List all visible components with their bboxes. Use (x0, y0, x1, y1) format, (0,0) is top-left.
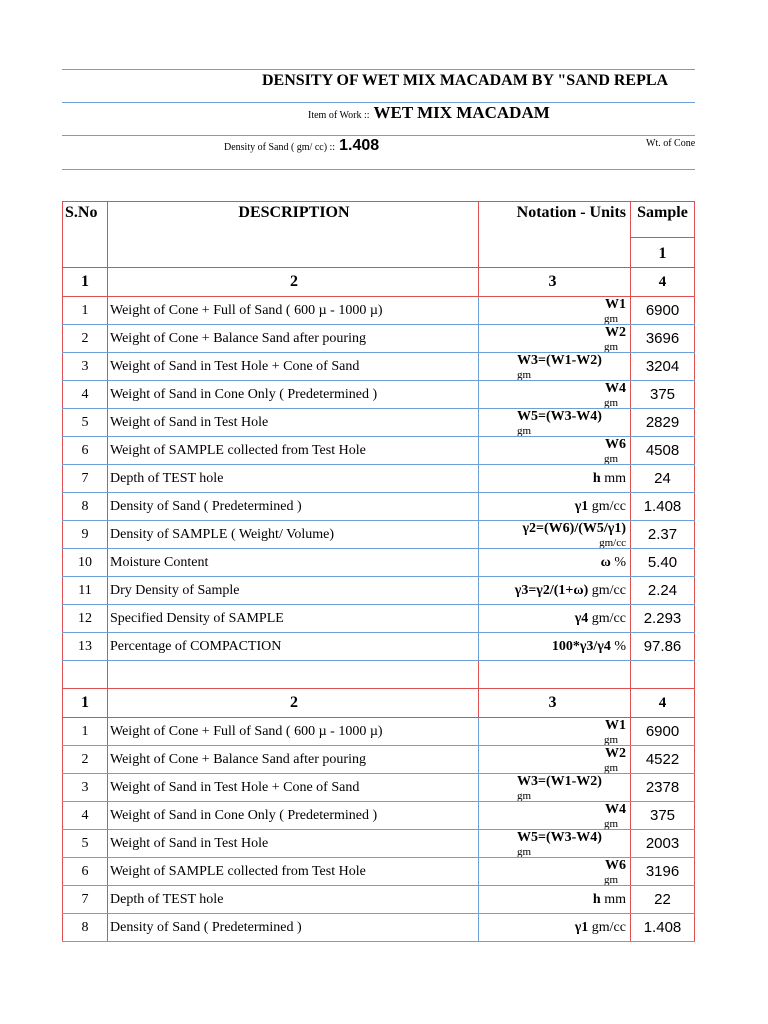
row-notation (479, 633, 631, 661)
row-description: Depth of TEST hole (108, 886, 479, 914)
index-row (63, 689, 695, 718)
notation-symbol: ω (600, 554, 611, 570)
table-row (63, 409, 695, 437)
rule-3 (62, 135, 695, 136)
notation-unit: gm (603, 818, 618, 830)
row-value: 2.37 (631, 521, 695, 549)
notation-symbol: W5=(W3-W4) (517, 830, 602, 845)
notation-unit: gm (603, 453, 618, 465)
notation-symbol: h (592, 470, 601, 486)
row-value: 2003 (631, 830, 695, 858)
header-notation: Notation - Units (479, 202, 631, 268)
table-row (63, 577, 695, 605)
table-row (63, 914, 695, 942)
index-cell: 2 (108, 689, 479, 718)
row-sno: 1 (63, 718, 108, 746)
notation-symbol: W2 (605, 746, 626, 761)
row-value: 1.408 (631, 493, 695, 521)
notation-unit: gm/cc (591, 582, 626, 598)
table-row (63, 353, 695, 381)
row-notation (479, 774, 631, 802)
notation-symbol: W1 (605, 718, 626, 733)
row-description: Dry Density of Sample (108, 577, 479, 605)
row-sno: 6 (63, 858, 108, 886)
row-notation (479, 746, 631, 774)
notation-symbol: W3=(W1-W2) (517, 353, 602, 368)
row-notation (479, 353, 631, 381)
table-row (63, 746, 695, 774)
row-value: 6900 (631, 297, 695, 325)
row-value: 2829 (631, 409, 695, 437)
row-sno: 13 (63, 633, 108, 661)
row-sno: 6 (63, 437, 108, 465)
notation-unit: gm/cc (591, 498, 626, 514)
notation-unit: gm (517, 369, 532, 381)
row-notation (479, 381, 631, 409)
notation-symbol: W3=(W1-W2) (517, 774, 602, 789)
row-notation (479, 577, 631, 605)
notation-unit: % (614, 638, 626, 654)
wt-cone-label: Wt. of Cone (646, 138, 696, 149)
blank-cell (108, 661, 479, 689)
row-description: Depth of TEST hole (108, 465, 479, 493)
table-body (63, 202, 695, 942)
table-row (63, 381, 695, 409)
row-sno: 5 (63, 409, 108, 437)
notation-unit: gm (603, 874, 618, 886)
notation-unit: gm (517, 790, 532, 802)
blank-row (63, 661, 695, 689)
blank-cell (63, 661, 108, 689)
row-description: Weight of Sand in Cone Only ( Predetermined ) (108, 802, 479, 830)
density-table (62, 201, 695, 942)
notation-unit: % (614, 554, 626, 570)
row-value: 4522 (631, 746, 695, 774)
notation-unit: mm (604, 891, 626, 907)
table-row (63, 297, 695, 325)
notation-symbol: 100*γ3/γ4 (551, 638, 611, 654)
row-value: 24 (631, 465, 695, 493)
notation-symbol: W5=(W3-W4) (517, 409, 602, 424)
table-row (63, 886, 695, 914)
row-notation (479, 802, 631, 830)
table-row (63, 521, 695, 549)
notation-symbol: γ2=(W6)/(W5/γ1) (522, 521, 626, 536)
index-cell: 1 (63, 268, 108, 297)
table-row (63, 718, 695, 746)
row-value: 97.86 (631, 633, 695, 661)
notation-unit: gm (517, 846, 532, 858)
notation-unit: gm (603, 341, 618, 353)
notation-symbol: h (592, 891, 601, 907)
row-sno: 4 (63, 802, 108, 830)
table-row (63, 465, 695, 493)
row-description: Weight of Sand in Test Hole + Cone of Sand (108, 353, 479, 381)
row-notation (479, 297, 631, 325)
index-row (63, 268, 695, 297)
row-value: 5.40 (631, 549, 695, 577)
row-sno: 3 (63, 353, 108, 381)
row-notation (479, 858, 631, 886)
row-value: 375 (631, 802, 695, 830)
notation-unit: gm (517, 425, 532, 437)
row-description: Weight of Cone + Balance Sand after pouring (108, 746, 479, 774)
row-notation (479, 325, 631, 353)
row-value: 3196 (631, 858, 695, 886)
sand-density-value: 1.408 (339, 137, 380, 154)
notation-symbol: W6 (605, 437, 626, 452)
row-notation (479, 718, 631, 746)
row-description: Weight of SAMPLE collected from Test Hole (108, 858, 479, 886)
row-sno: 2 (63, 746, 108, 774)
row-notation (479, 914, 631, 942)
row-notation (479, 493, 631, 521)
row-sno: 1 (63, 297, 108, 325)
notation-unit: gm (603, 397, 618, 409)
table-row (63, 605, 695, 633)
row-notation (479, 465, 631, 493)
row-sno: 10 (63, 549, 108, 577)
row-description: Moisture Content (108, 549, 479, 577)
row-sno: 2 (63, 325, 108, 353)
header-row (63, 202, 695, 238)
index-cell: 4 (631, 268, 695, 297)
row-value: 2.24 (631, 577, 695, 605)
row-value: 1.408 (631, 914, 695, 942)
row-sno: 8 (63, 493, 108, 521)
notation-symbol: W6 (605, 858, 626, 873)
table-row (63, 549, 695, 577)
row-sno: 3 (63, 774, 108, 802)
row-notation (479, 549, 631, 577)
row-description: Specified Density of SAMPLE (108, 605, 479, 633)
row-description: Weight of Cone + Full of Sand ( 600 µ - 1000 µ) (108, 297, 479, 325)
header-sample: Sample (631, 202, 695, 238)
table-row (63, 858, 695, 886)
item-of-work-label: Item of Work :: (308, 110, 370, 121)
row-notation (479, 886, 631, 914)
notation-unit: gm (603, 762, 618, 774)
row-description: Weight of Sand in Cone Only ( Predetermined ) (108, 381, 479, 409)
blank-cell (479, 661, 631, 689)
row-value: 4508 (631, 437, 695, 465)
index-cell: 3 (479, 689, 631, 718)
notation-unit: gm/cc (599, 537, 626, 549)
table-row (63, 830, 695, 858)
row-value: 6900 (631, 718, 695, 746)
row-sno: 7 (63, 886, 108, 914)
notation-unit: gm (603, 734, 618, 746)
notation-symbol: γ1 (574, 498, 589, 514)
row-value: 22 (631, 886, 695, 914)
table-row (63, 325, 695, 353)
sand-density (224, 137, 379, 155)
row-sno: 4 (63, 381, 108, 409)
row-value: 3204 (631, 353, 695, 381)
notation-unit: mm (604, 470, 626, 486)
row-sno: 8 (63, 914, 108, 942)
table-row (63, 774, 695, 802)
rule-4 (62, 169, 695, 170)
notation-unit: gm/cc (591, 610, 626, 626)
index-cell: 3 (479, 268, 631, 297)
row-value: 375 (631, 381, 695, 409)
row-description: Density of Sand ( Predetermined ) (108, 493, 479, 521)
top-rule (62, 69, 695, 70)
table-row (63, 633, 695, 661)
row-description: Weight of Cone + Full of Sand ( 600 µ - 1000 µ) (108, 718, 479, 746)
notation-symbol: W4 (605, 381, 626, 396)
row-description: Weight of SAMPLE collected from Test Hole (108, 437, 479, 465)
notation-symbol: γ4 (574, 610, 589, 626)
row-notation (479, 830, 631, 858)
header-description: DESCRIPTION (108, 202, 479, 268)
blank-cell (631, 661, 695, 689)
notation-unit: gm/cc (591, 919, 626, 935)
row-value: 3696 (631, 325, 695, 353)
table-row (63, 493, 695, 521)
notation-symbol: γ3=γ2/(1+ω) (514, 582, 589, 598)
sand-density-label: Density of Sand ( gm/ cc) :: (224, 142, 336, 153)
row-description: Weight of Sand in Test Hole (108, 409, 479, 437)
notation-symbol: W2 (605, 325, 626, 340)
notation-unit: gm (603, 313, 618, 325)
row-value: 2378 (631, 774, 695, 802)
row-sno: 5 (63, 830, 108, 858)
notation-symbol: γ1 (574, 919, 589, 935)
header-sno: S.No (63, 202, 108, 268)
index-cell: 4 (631, 689, 695, 718)
row-description: Density of Sand ( Predetermined ) (108, 914, 479, 942)
row-sno: 11 (63, 577, 108, 605)
index-cell: 1 (63, 689, 108, 718)
row-description: Weight of Sand in Test Hole (108, 830, 479, 858)
row-description: Percentage of COMPACTION (108, 633, 479, 661)
notation-symbol: W1 (605, 297, 626, 312)
row-notation (479, 409, 631, 437)
document-title: DENSITY OF WET MIX MACADAM BY "SAND REPLA (262, 72, 669, 89)
index-cell: 2 (108, 268, 479, 297)
row-sno: 9 (63, 521, 108, 549)
row-sno: 7 (63, 465, 108, 493)
row-description: Density of SAMPLE ( Weight/ Volume) (108, 521, 479, 549)
item-of-work (308, 103, 550, 123)
notation-symbol: W4 (605, 802, 626, 817)
row-notation (479, 521, 631, 549)
row-value: 2.293 (631, 605, 695, 633)
item-of-work-value: WET MIX MACADAM (373, 103, 550, 122)
row-notation (479, 605, 631, 633)
header-sample-no: 1 (631, 238, 695, 268)
row-description: Weight of Sand in Test Hole + Cone of Sand (108, 774, 479, 802)
row-notation (479, 437, 631, 465)
row-description: Weight of Cone + Balance Sand after pouring (108, 325, 479, 353)
row-sno: 12 (63, 605, 108, 633)
table-row (63, 437, 695, 465)
table-row (63, 802, 695, 830)
